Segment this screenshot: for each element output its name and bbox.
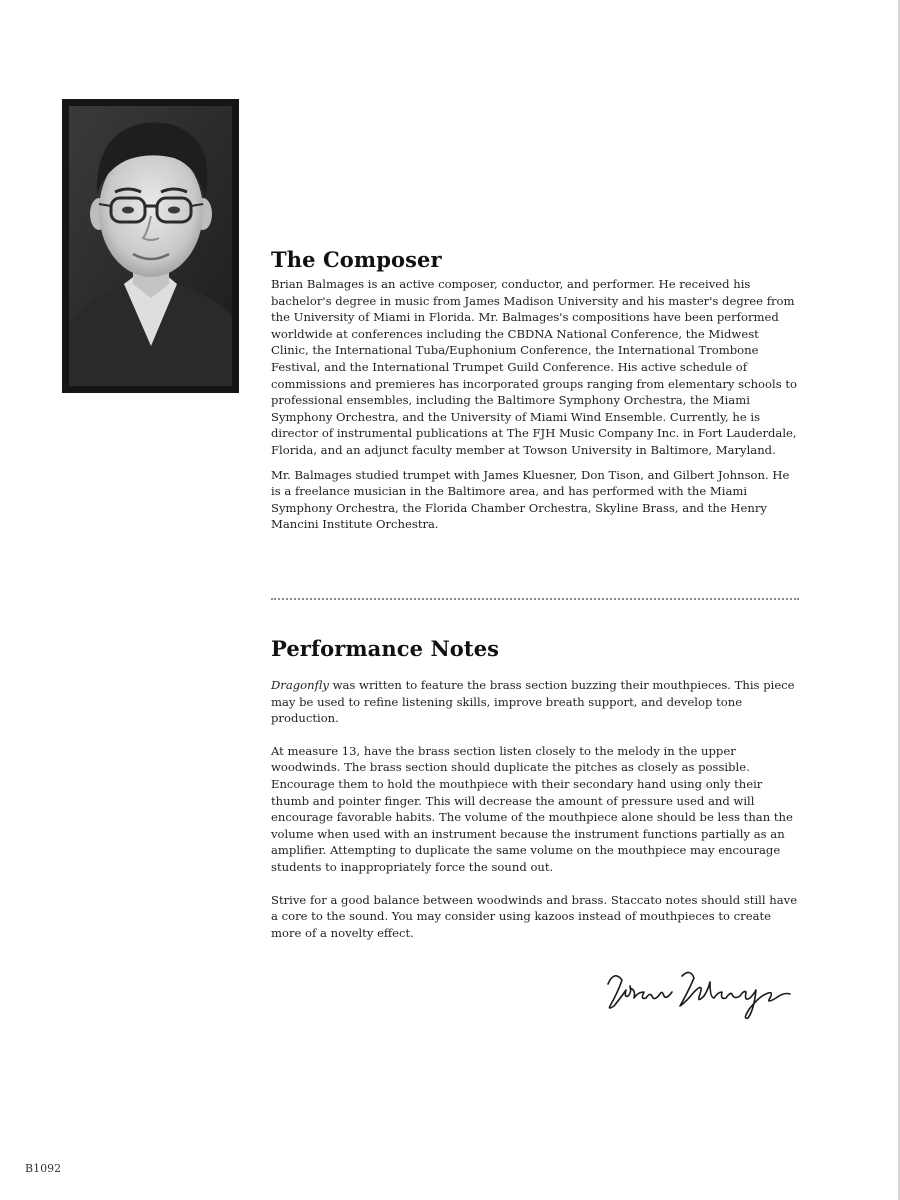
performance-notes-paragraph-2: At measure 13, have the brass section listen closely to the melody in the upper woodwinds. The brass section should duplicate the pitches as closely as possible. Encourage them to hold the mouthpiece with their secondary hand using only their thumb and pointer finger. This will decrease the amount of pressure used and will encourage favorable habits. The volume of the mouthpiece alone should be less than the volume when used with an instrument because the instrument functions partially as an amplifier. Attempting to duplicate the same volume on the mouthpiece may encourage students to inappropriately force the sound out. — [271, 743, 793, 874]
composer-heading: The Composer — [271, 247, 442, 272]
composer-bio-paragraph-2: Mr. Balmages studied trumpet with James Kluesner, Don Tison, and Gilbert Johnson. He is a freelance musician in the Baltimore area, and has performed with the Miami Symphony Orchestra, the Florida Chamber Orchestra, Skyline Brass, and the Henry Mancini Institute Orchestra. — [271, 467, 790, 532]
performance-notes-heading: Performance Notes — [271, 636, 500, 661]
composer-bio-paragraph-1: Brian Balmages is an active composer, conductor, and performer. He received his bachelor's degree in music from James Madison University and his master's degree from the University of Miami in Florida. Mr. Balmages's compositions have been performed worldwide at conferences including the CBDNA National Conference, the Midwest Clinic, the International Tuba/Euphonium Conference, the International Trombone Festival, and the International Trumpet Guild Conference. His active schedule of commissions and premieres has incorporated groups ranging from elementary schools to professional ensembles, including the Baltimore Symphony Orchestra, the Miami Symphony Orchestra, and the University of Miami Wind Ensemble. Currently, he is director of instrumental publications at The FJH Music Company Inc. in Fort Lauderdale, Florida, and an adjunct faculty member at Towson University in Baltimore, Maryland. — [271, 277, 797, 457]
performance-notes-paragraph-3: Strive for a good balance between woodwinds and brass. Staccato notes should still have a core to the sound. You may consider using kazoos instead of mouthpieces to create more of a novelty effect. — [271, 892, 798, 940]
section-divider — [271, 598, 799, 600]
composer-portrait-image — [69, 106, 232, 386]
performance-notes-section — [271, 636, 799, 941]
piece-title: Dragonfly — [271, 678, 329, 692]
composer-photo — [62, 99, 239, 393]
performance-notes-paragraph-1-text: was written to feature the brass section buzzing their mouthpieces. This piece may be used to refine listening skills, improve breath support, and develop tone production. — [271, 678, 795, 726]
composer-signature — [600, 962, 800, 1022]
footer-catalog-code: B1092 — [25, 1162, 62, 1175]
performance-notes-paragraph-1 — [271, 677, 799, 727]
composer-section — [271, 247, 799, 533]
